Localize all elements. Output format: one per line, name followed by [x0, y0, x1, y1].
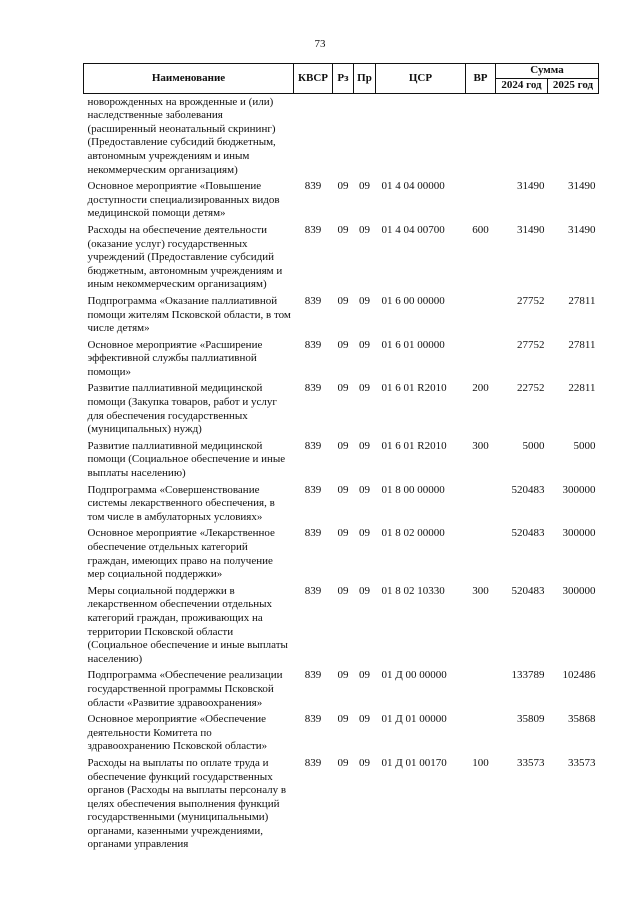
cell-vr: 100 [472, 756, 489, 769]
cell-csr: 01 6 00 00000 [381, 294, 445, 307]
cell-kvsr: 839 [304, 527, 322, 540]
cell-kvsr: 839 [304, 483, 322, 496]
cell-rz: 09 [337, 338, 349, 351]
cell-rz: 09 [337, 584, 349, 597]
table-row [84, 482, 599, 526]
cell-vr [466, 667, 496, 711]
cell-pr: 09 [359, 756, 370, 769]
cell-kvsr: 839 [304, 584, 322, 597]
cell-pr: 09 [359, 584, 370, 597]
cell-rz: 09 [337, 669, 349, 682]
cell-sum-2025: 31490 [568, 223, 596, 236]
header-year-2024: 2024 год [496, 79, 548, 94]
table-row [84, 293, 599, 337]
cell-sum-2024: 520483 [511, 483, 545, 496]
cell-sum-2024: 31490 [517, 180, 545, 193]
cell-kvsr: 839 [304, 382, 322, 395]
cell-kvsr: 839 [304, 294, 322, 307]
cell-name: Подпрограмма «Обеспечение реализации государственной программы Псковской области «Развитие здравоохранения» [87, 669, 283, 709]
cell-sum-2024: 31490 [517, 223, 545, 236]
cell-pr [354, 93, 376, 178]
cell-name: Основное мероприятие «Обеспечение деятельности Комитета по здравоохранению Псковской области» [87, 713, 268, 753]
table-row [84, 667, 599, 711]
cell-pr: 09 [359, 382, 370, 395]
cell-pr: 09 [359, 180, 370, 193]
cell-sum-2025: 27811 [568, 338, 596, 351]
cell-rz [333, 93, 354, 178]
cell-vr: 300 [472, 584, 489, 597]
cell-name: Развитие паллиативной медицинской помощи (Закупка товаров, работ и услуг для обеспечения государственных (муниципальных) нужд) [87, 382, 277, 436]
cell-name: Расходы на обеспечение деятельности (оказание услуг) государственных учреждений (Предоставление субсидий бюджетным, автономным учреждениям и иным некоммерческим организациям) [87, 223, 283, 291]
table-header [84, 64, 599, 94]
cell-rz: 09 [337, 180, 349, 193]
cell-csr: 01 Д 01 00170 [381, 756, 447, 769]
cell-vr: 200 [472, 382, 489, 395]
cell-name: Развитие паллиативной медицинской помощи (Социальное обеспечение и иные выплаты населению) [87, 439, 286, 480]
cell-rz: 09 [337, 483, 349, 496]
cell-rz: 09 [337, 223, 349, 236]
cell-sum-2024: 33573 [517, 756, 545, 769]
cell-sum-2024 [496, 93, 548, 178]
cell-name: Подпрограмма «Оказание паллиативной помощи жителям Псковской области, в том числе детям» [87, 294, 291, 335]
header-sum: Сумма [496, 64, 599, 79]
cell-vr [466, 293, 496, 337]
cell-sum-2024: 27752 [517, 294, 545, 307]
cell-sum-2025: 5000 [573, 439, 596, 452]
cell-sum-2025: 300000 [562, 584, 596, 597]
cell-csr: 01 8 00 00000 [381, 483, 445, 496]
cell-pr: 09 [359, 669, 370, 682]
table-row [84, 93, 599, 178]
cell-sum-2025: 300000 [562, 527, 596, 540]
cell-pr: 09 [359, 483, 370, 496]
header-rz: Рз [333, 64, 354, 94]
cell-rz: 09 [337, 713, 349, 726]
cell-name: Меры социальной поддержки в лекарственном обеспечении отдельных категорий граждан, проживающих на территории Псковской области (Социальное обеспечение и иные выплаты населению) [87, 584, 288, 665]
cell-name: новорожденных на врожденные и (или) наследственные заболевания (расширенный неонатальный скрининг) (Предоставление субсидий бюджетным, автономным учреждениям и иным некоммерческим организациям) [87, 95, 276, 176]
cell-name: Расходы на выплаты по оплате труда и обеспечение функций государственных органов (Расходы на выплаты персоналу в целях обеспечения выполнения функций государственными (муниципальными) органами, казенными учреждениями, органами управления [87, 756, 287, 851]
cell-sum-2024: 22752 [517, 382, 545, 395]
cell-sum-2024: 520483 [511, 527, 545, 540]
header-name: Наименование [84, 64, 294, 94]
cell-pr: 09 [359, 223, 370, 236]
header-pr: Пр [354, 64, 376, 94]
cell-csr [376, 93, 466, 178]
table-row [84, 755, 599, 853]
cell-csr: 01 6 01 R2010 [381, 439, 447, 452]
cell-csr: 01 Д 00 00000 [381, 669, 447, 682]
cell-kvsr: 839 [304, 713, 322, 726]
cell-rz: 09 [337, 756, 349, 769]
cell-csr: 01 4 04 00000 [381, 180, 445, 193]
cell-sum-2025: 27811 [568, 294, 596, 307]
cell-pr: 09 [359, 338, 370, 351]
budget-table [83, 63, 599, 853]
table-row [84, 337, 599, 381]
cell-pr: 09 [359, 527, 370, 540]
cell-vr [466, 337, 496, 381]
cell-sum-2025: 22811 [568, 382, 596, 395]
cell-pr: 09 [359, 439, 370, 452]
cell-sum-2025: 300000 [562, 483, 596, 496]
table-row [84, 711, 599, 755]
cell-kvsr: 839 [304, 223, 322, 236]
cell-kvsr: 839 [304, 338, 322, 351]
cell-sum-2024: 35809 [517, 713, 545, 726]
cell-vr [466, 93, 496, 178]
cell-sum-2025: 31490 [568, 180, 596, 193]
table-row [84, 222, 599, 293]
cell-name: Основное мероприятие «Повышение доступности специализированных видов медицинской помощи детям» [87, 180, 280, 220]
cell-name: Подпрограмма «Совершенствование системы лекарственного обеспечения, в том числе в амбулаторных условиях» [87, 483, 275, 523]
header-vr: ВР [466, 64, 496, 94]
table-row [84, 525, 599, 582]
cell-vr [466, 525, 496, 582]
cell-csr: 01 4 04 00700 [381, 223, 445, 236]
cell-vr [466, 482, 496, 526]
cell-sum-2024: 133789 [511, 669, 545, 682]
table-row [84, 380, 599, 437]
page-number: 73 [314, 38, 326, 50]
cell-pr: 09 [359, 294, 370, 307]
cell-csr: 01 Д 01 00000 [381, 713, 447, 726]
cell-rz: 09 [337, 294, 349, 307]
table-row [84, 178, 599, 222]
cell-sum-2025 [548, 93, 599, 178]
cell-name: Основное мероприятие «Лекарственное обеспечение отдельных категорий граждан, имеющих право на получение мер социальной поддержки» [87, 527, 275, 581]
cell-kvsr: 839 [304, 756, 322, 769]
cell-rz: 09 [337, 527, 349, 540]
cell-sum-2025: 35868 [568, 713, 596, 726]
table-body [84, 93, 599, 853]
cell-kvsr: 839 [304, 669, 322, 682]
cell-csr: 01 6 01 00000 [381, 338, 445, 351]
cell-vr: 600 [472, 223, 489, 236]
cell-csr: 01 8 02 00000 [381, 527, 445, 540]
cell-sum-2024: 520483 [511, 584, 545, 597]
cell-rz: 09 [337, 382, 349, 395]
cell-kvsr: 839 [304, 439, 322, 452]
header-kvsr: КВСР [294, 64, 333, 94]
cell-sum-2024: 27752 [517, 338, 545, 351]
cell-csr: 01 8 02 10330 [381, 584, 445, 597]
header-csr: ЦСР [376, 64, 466, 94]
cell-csr: 01 6 01 R2010 [381, 382, 447, 395]
cell-kvsr [294, 93, 333, 178]
cell-vr: 300 [472, 439, 489, 452]
cell-vr [466, 178, 496, 222]
cell-sum-2024: 5000 [522, 439, 545, 452]
cell-vr [466, 711, 496, 755]
header-year-2025: 2025 год [548, 79, 599, 94]
cell-kvsr: 839 [304, 180, 322, 193]
cell-name: Основное мероприятие «Расширение эффективной службы паллиативной помощи» [87, 338, 263, 378]
cell-rz: 09 [337, 439, 349, 452]
table-row [84, 438, 599, 482]
cell-sum-2025: 33573 [568, 756, 596, 769]
cell-pr: 09 [359, 713, 370, 726]
cell-sum-2025: 102486 [562, 669, 596, 682]
table-row [84, 583, 599, 668]
